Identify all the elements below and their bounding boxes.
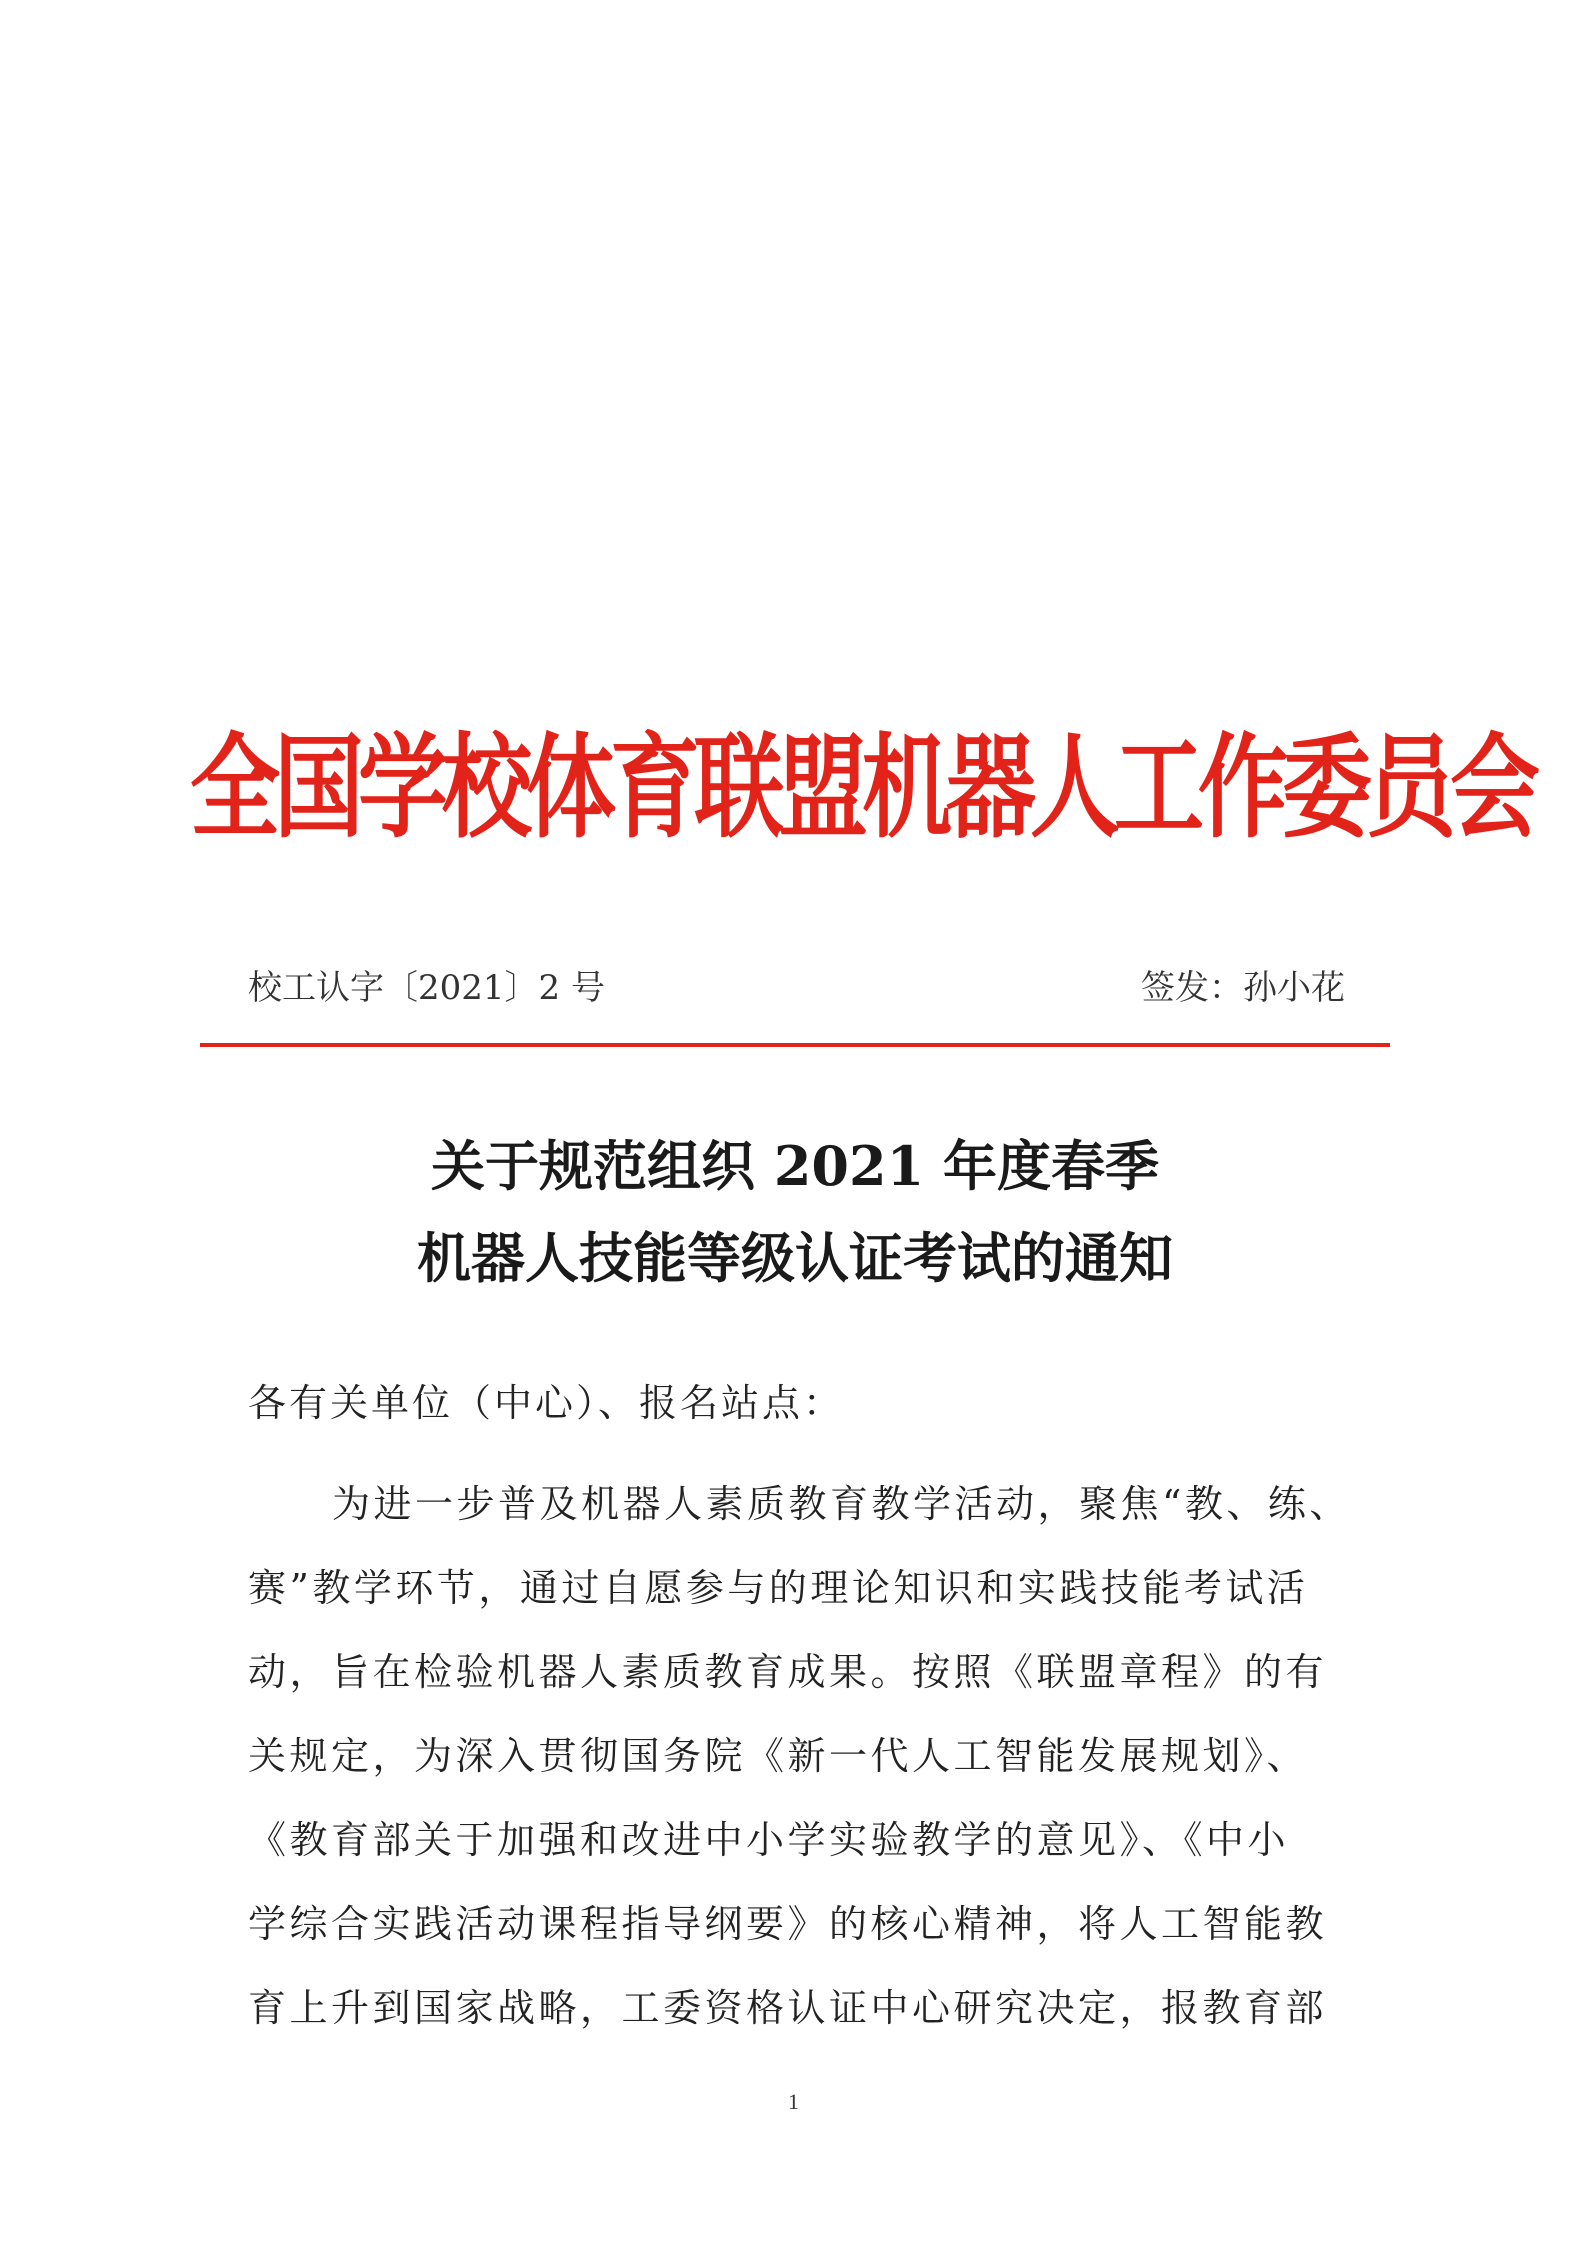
body-line: 育上升到国家战略，工委资格认证中心研究决定，报教育部 xyxy=(248,1986,1328,2030)
masthead-title: 全国学校体育联盟机器人工作委员会 xyxy=(190,722,1534,854)
notice-title xyxy=(190,1120,1400,1304)
body-line: 动，旨在检验机器人素质教育成果。按照《联盟章程》的有 xyxy=(248,1650,1328,1694)
body-line: 关规定，为深入贯彻国务院《新一代人工智能发展规划》、 xyxy=(248,1734,1309,1778)
body-line: 为进一步普及机器人素质教育教学活动，聚焦“教、练、 xyxy=(332,1482,1351,1526)
salutation: 各有关单位（中心）、报名站点： xyxy=(248,1381,845,1425)
body-line: 学综合实践活动课程指导纲要》的核心精神，将人工智能教 xyxy=(248,1902,1328,1946)
body-line: 《教育部关于加强和改进中小学实验教学的意见》、《中小 xyxy=(248,1818,1290,1862)
title-line-2: 机器人技能等级认证考试的通知 xyxy=(417,1226,1173,1290)
title-line-1: 关于规范组织 2021 年度春季 xyxy=(431,1134,1159,1198)
red-divider xyxy=(200,1043,1390,1047)
document-number: 校工认字〔2021〕2 号 xyxy=(248,968,605,1008)
body-text xyxy=(248,1462,1358,2050)
page-number: 1 xyxy=(788,2089,799,2114)
body-line: 赛”教学环节，通过自愿参与的理论知识和实践技能考试活 xyxy=(248,1566,1309,1610)
signer: 签发：孙小花 xyxy=(1141,968,1345,1008)
